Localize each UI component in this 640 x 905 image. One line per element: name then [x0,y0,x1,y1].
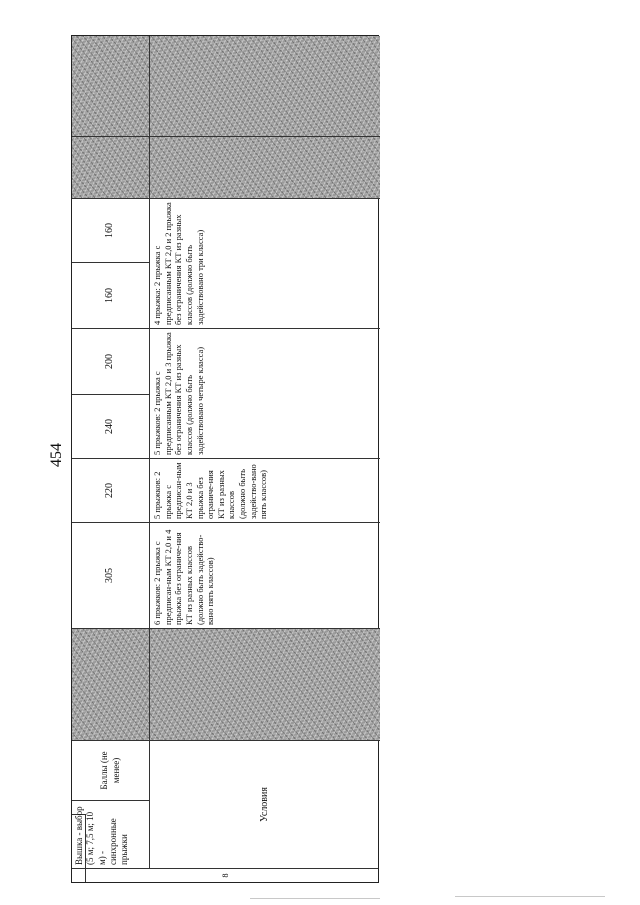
score-200: 200 [72,328,150,394]
shaded-block-right-b [72,36,150,136]
row-number: 8 [72,868,378,882]
shaded-block-right-lower-b [150,36,380,136]
shaded-block-left [72,628,150,740]
shaded-block-left-lower [150,628,380,740]
condition-3: 5 прыжков: 2 прыжка с предписанным КТ 2,0 и 3 прыжка без ограничения КТ из разных классов (должно быть задействовано четыре класса) [150,328,380,458]
score-220: 220 [72,458,150,522]
page-number: 454 [48,443,65,467]
condition-2: 5 прыжков: 2 прыжка с предписан-ным КТ 2,0 и 3 прыжка без ограниче-ния КТ из разных классов (должно быть задейство-вано пять классов) [150,458,380,522]
points-label: Баллы (не менее) [72,740,150,800]
rotated-table [71,35,379,883]
condition-1: 6 прыжков: 2 прыжка с предписан-ным КТ 2,0 и 4 прыжка без ограниче-ния КТ из разных классов (должно быть задейство-вано пять классов) [150,522,380,628]
shaded-block-right-a [72,136,150,198]
score-160-b: 160 [72,198,150,262]
discipline-cell: Вышка - выбор (5 м; 7,5 м; 10 м) - синхронные прыжки [72,800,150,868]
conditions-label: Условия [150,740,380,868]
scan-mark [455,896,605,897]
score-160-a: 160 [72,262,150,328]
shaded-block-right-lower-a [150,136,380,198]
score-305: 305 [72,522,150,628]
condition-4: 4 прыжка: 2 прыжка с предписанным КТ 2,0 и 2 прыжка без ограничения КТ из разных классов (должно быть задействовано три класса) [150,198,380,328]
scan-mark [250,898,380,899]
score-240: 240 [72,394,150,458]
